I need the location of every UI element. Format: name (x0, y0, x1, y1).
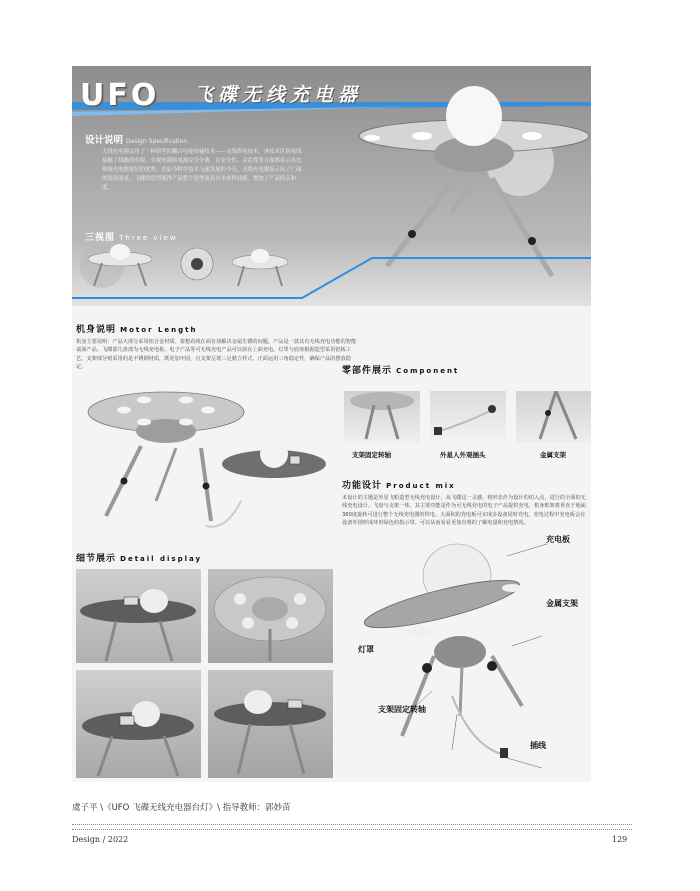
motor-title-cn: 机身说明 (76, 325, 117, 335)
product-mix-title-cn: 功能设计 (342, 481, 383, 491)
component-title-cn: 零部件展示 (342, 366, 393, 376)
motor-text: 机身主要说明：产品大部分采用铝合金材质。要想看现在面有效解决金属生锈的问题，产品是一款具有无线充电功能的智能桌面产品。飞碟部几盘部为无线充电板，电子产品等可无线充电产品可以放在上面充电。灯罩与底座根据造型采用铝板工艺。支架部分则采用的是不锈钢材质，既更加牢固，且支架呈现三足鼎立样式。正面运用三角稳定性，确保产品的摆放稳定。 (76, 339, 357, 371)
label-lampshade: 灯罩 (358, 645, 374, 654)
three-view-title-en: Three view (119, 234, 178, 242)
component-label-plug: 外星人外观插头 (440, 451, 486, 459)
detail-title (76, 551, 202, 564)
detail-title-cn: 细节展示 (76, 554, 117, 564)
label-plug: 插线 (530, 741, 546, 750)
label-support-axis: 支架固定转轴 (378, 705, 426, 714)
poster (72, 66, 591, 782)
page-number: 129 (612, 835, 628, 844)
footer-journal: Design / 2022 (72, 835, 129, 844)
detail-photo-1 (76, 569, 201, 663)
product-mix-text: 本设计的主题是外星飞船造型无线充电设计，从飞碟这一灵感，将形态作为设计的切入点，进行的全面的无线充电设计。飞盘与支架一体，其主要功能是作为可无线充电的电子产品提供充电，机身框架将垂直于地面360度旋转可进行整个无线充电器的供电。大面积的充电板可实现多设备同时充电，充电过程中充电板会在设备外围形成环形绿色的指示带。可以从而看看更加直观的了解电量和充电情况。 (342, 495, 586, 527)
label-charge-board: 充电板 (546, 535, 570, 544)
three-view-title (85, 230, 178, 243)
design-desc-text: 无线充电器运用了一种新型的耦合电能传输技术——无线供电技术。该技术区别电线接触了线路的有限，实现电器和电源完全分离。在安全性、灵活性等方面都显示出比传统充电器更好的优势。在如今科学技术飞速发展的今天，无线充电器显示出了广阔的发展前景。飞碟的造型使得产品整个造型更具有未来科技感，增加了产品的亲和度。 (102, 149, 302, 191)
detail-photo-2 (208, 569, 333, 663)
motor-title (76, 322, 198, 335)
component-photo-support (516, 391, 591, 443)
product-mix-title (342, 478, 456, 491)
design-desc-title (85, 132, 187, 146)
exploded-view-diagram (342, 536, 591, 778)
design-desc-title-en: Design Specification (126, 138, 188, 145)
detail-title-en: Detail display (120, 555, 203, 563)
footer-divider (72, 824, 632, 830)
motor-title-en: Motor Length (120, 326, 198, 334)
component-label-axis: 支架固定转轴 (352, 451, 391, 459)
motor-product-image (76, 386, 338, 536)
artwork-caption: 虞子平 \《UFO 飞碟无线充电器台灯》\ 指导教师：郭妙苗 (72, 803, 291, 813)
label-metal-support: 金属支架 (546, 599, 578, 608)
product-mix-title-en: Product mix (386, 482, 456, 490)
detail-photo-3 (76, 670, 201, 778)
component-title-en: Component (396, 367, 460, 375)
component-label-support: 金属支架 (540, 451, 566, 459)
component-photo-axis (344, 391, 420, 443)
three-view-title-cn: 三视图 (85, 233, 116, 243)
title-cn: 飞碟无线充电器 (194, 84, 363, 106)
component-title (342, 363, 459, 376)
detail-photo-4 (208, 670, 333, 778)
design-desc-title-cn: 设计说明 (85, 135, 124, 146)
component-photo-plug (430, 391, 506, 443)
hero-banner (72, 66, 591, 306)
logo-text: UFO (80, 78, 160, 113)
